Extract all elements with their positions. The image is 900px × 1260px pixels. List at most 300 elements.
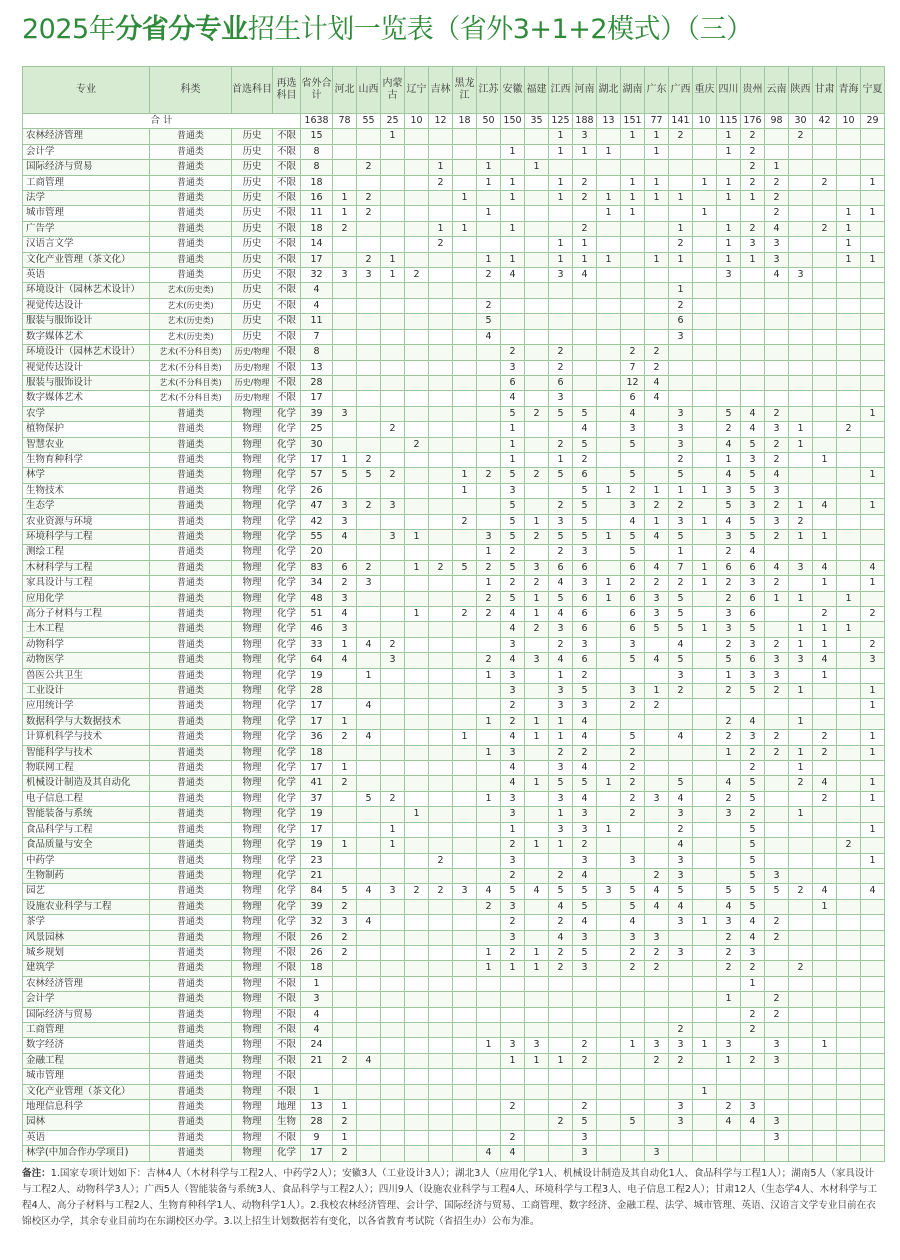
quota-cell: 42 <box>301 514 333 529</box>
quota-cell <box>597 422 621 437</box>
quota-cell <box>837 699 861 714</box>
quota-cell: 1 <box>333 452 357 467</box>
quota-cell <box>813 1130 837 1145</box>
quota-cell <box>645 776 669 791</box>
quota-cell <box>693 684 717 699</box>
quota-cell <box>381 668 405 683</box>
quota-cell <box>525 899 549 914</box>
quota-cell: 1 <box>669 545 693 560</box>
quota-cell <box>861 452 885 467</box>
quota-cell <box>477 853 501 868</box>
quota-cell <box>645 761 669 776</box>
quota-cell: 83 <box>301 560 333 575</box>
quota-cell <box>837 853 861 868</box>
quota-cell: 4 <box>357 637 381 652</box>
quota-cell <box>405 422 429 437</box>
quota-cell <box>789 915 813 930</box>
quota-cell <box>429 576 453 591</box>
table-row <box>23 268 885 283</box>
quota-cell: 2 <box>669 822 693 837</box>
quota-cell <box>789 868 813 883</box>
first-subject: 历史 <box>232 191 273 206</box>
quota-cell: 3 <box>381 499 405 514</box>
quota-cell <box>525 221 549 236</box>
quota-cell <box>789 345 813 360</box>
quota-cell <box>693 591 717 606</box>
quota-cell <box>381 1069 405 1084</box>
column-header: 吉林 <box>429 67 453 114</box>
quota-cell: 4 <box>573 868 597 883</box>
quota-cell <box>861 298 885 313</box>
quota-cell: 1 <box>717 191 741 206</box>
quota-cell <box>837 730 861 745</box>
quota-cell: 2 <box>357 560 381 575</box>
first-subject: 历史 <box>232 283 273 298</box>
quota-cell <box>621 237 645 252</box>
category: 普通类 <box>150 1007 232 1022</box>
quota-cell <box>357 391 381 406</box>
quota-cell: 1 <box>837 206 861 221</box>
first-subject: 物理 <box>232 868 273 883</box>
quota-cell <box>597 375 621 390</box>
quota-cell <box>525 992 549 1007</box>
quota-cell: 1 <box>477 668 501 683</box>
quota-cell <box>525 1084 549 1099</box>
quota-cell <box>789 822 813 837</box>
quota-cell <box>837 930 861 945</box>
quota-cell: 4 <box>501 1146 525 1161</box>
quota-cell: 1 <box>789 745 813 760</box>
quota-cell: 5 <box>621 899 645 914</box>
first-subject: 历史 <box>232 221 273 236</box>
quota-cell: 2 <box>573 1100 597 1115</box>
quota-cell: 2 <box>477 468 501 483</box>
quota-cell: 1 <box>525 714 549 729</box>
quota-cell <box>525 868 549 883</box>
quota-cell <box>405 930 429 945</box>
quota-cell <box>405 945 429 960</box>
quota-cell <box>645 1084 669 1099</box>
first-subject: 物理 <box>232 976 273 991</box>
quota-cell: 1 <box>357 668 381 683</box>
quota-cell <box>429 375 453 390</box>
quota-cell <box>549 853 573 868</box>
quota-cell: 5 <box>549 591 573 606</box>
quota-cell: 2 <box>333 930 357 945</box>
column-header: 内蒙古 <box>381 67 405 114</box>
quota-cell: 4 <box>765 560 789 575</box>
quota-cell: 2 <box>573 668 597 683</box>
first-subject: 物理 <box>232 468 273 483</box>
quota-cell <box>333 391 357 406</box>
quota-cell: 17 <box>301 822 333 837</box>
quota-cell <box>837 391 861 406</box>
quota-cell <box>813 1100 837 1115</box>
column-header: 陕西 <box>789 67 813 114</box>
quota-cell <box>405 576 429 591</box>
quota-cell <box>357 221 381 236</box>
second-subject: 不限 <box>273 191 301 206</box>
quota-cell <box>405 684 429 699</box>
major-name: 城市管理 <box>23 206 150 221</box>
quota-cell <box>525 391 549 406</box>
quota-cell: 1 <box>501 191 525 206</box>
quota-cell: 2 <box>381 468 405 483</box>
second-subject: 化学 <box>273 591 301 606</box>
quota-cell: 1 <box>549 237 573 252</box>
quota-cell <box>405 298 429 313</box>
quota-cell: 1 <box>597 483 621 498</box>
quota-cell <box>477 637 501 652</box>
quota-cell <box>765 144 789 159</box>
quota-cell <box>357 1022 381 1037</box>
quota-cell: 1 <box>693 1084 717 1099</box>
quota-cell <box>405 237 429 252</box>
quota-cell <box>765 714 789 729</box>
major-name: 家具设计与工程 <box>23 576 150 591</box>
quota-cell: 1 <box>525 945 549 960</box>
quota-cell: 4 <box>477 884 501 899</box>
quota-cell <box>837 822 861 837</box>
quota-cell <box>693 992 717 1007</box>
quota-cell <box>333 422 357 437</box>
quota-cell: 4 <box>741 930 765 945</box>
quota-cell <box>861 945 885 960</box>
category: 普通类 <box>150 653 232 668</box>
quota-cell: 4 <box>357 699 381 714</box>
quota-cell: 3 <box>381 653 405 668</box>
quota-cell <box>837 191 861 206</box>
table-row <box>23 452 885 467</box>
quota-cell: 64 <box>301 653 333 668</box>
major-name: 广告学 <box>23 221 150 236</box>
quota-cell: 2 <box>501 945 525 960</box>
quota-cell: 1 <box>813 576 837 591</box>
quota-cell: 3 <box>501 1038 525 1053</box>
quota-cell: 3 <box>621 422 645 437</box>
quota-cell <box>429 807 453 822</box>
category: 普通类 <box>150 191 232 206</box>
quota-cell: 2 <box>645 499 669 514</box>
first-subject: 物理 <box>232 499 273 514</box>
quota-cell <box>405 1115 429 1130</box>
quota-cell: 5 <box>501 560 525 575</box>
quota-cell <box>429 961 453 976</box>
category: 普通类 <box>150 976 232 991</box>
quota-cell <box>333 252 357 267</box>
quota-cell: 1 <box>717 237 741 252</box>
first-subject: 物理 <box>232 699 273 714</box>
quota-cell: 2 <box>717 637 741 652</box>
major-name: 茶学 <box>23 915 150 930</box>
quota-cell <box>453 314 477 329</box>
quota-cell: 1 <box>549 452 573 467</box>
quota-cell <box>693 653 717 668</box>
quota-cell <box>333 283 357 298</box>
quota-cell <box>573 298 597 313</box>
quota-cell <box>693 838 717 853</box>
quota-cell <box>789 375 813 390</box>
quota-cell: 1 <box>405 529 429 544</box>
quota-cell <box>861 668 885 683</box>
quota-cell: 2 <box>813 607 837 622</box>
table-row <box>23 144 885 159</box>
quota-cell <box>597 1130 621 1145</box>
quota-cell: 6 <box>741 607 765 622</box>
second-subject: 化学 <box>273 745 301 760</box>
quota-cell <box>765 622 789 637</box>
total-cell: 29 <box>861 114 885 129</box>
quota-cell: 3 <box>501 807 525 822</box>
quota-cell <box>645 1115 669 1130</box>
quota-cell <box>453 961 477 976</box>
quota-cell: 2 <box>333 221 357 236</box>
quota-cell <box>837 129 861 144</box>
first-subject: 物理 <box>232 822 273 837</box>
quota-cell <box>429 699 453 714</box>
quota-cell: 1 <box>525 730 549 745</box>
quota-cell: 6 <box>741 560 765 575</box>
quota-cell <box>789 406 813 421</box>
column-header: 宁夏 <box>861 67 885 114</box>
quota-cell: 5 <box>741 899 765 914</box>
quota-cell: 2 <box>429 560 453 575</box>
page-title <box>22 8 753 52</box>
quota-cell <box>501 237 525 252</box>
quota-cell <box>813 545 837 560</box>
first-subject: 物理 <box>232 899 273 914</box>
quota-cell <box>429 499 453 514</box>
table-row <box>23 622 885 637</box>
quota-cell: 55 <box>301 529 333 544</box>
quota-cell <box>669 360 693 375</box>
quota-cell <box>477 915 501 930</box>
category: 普通类 <box>150 422 232 437</box>
table-row <box>23 776 885 791</box>
quota-cell <box>837 560 861 575</box>
quota-cell <box>693 884 717 899</box>
first-subject: 历史 <box>232 129 273 144</box>
quota-cell: 2 <box>549 945 573 960</box>
first-subject: 物理 <box>232 1053 273 1068</box>
quota-cell: 6 <box>717 560 741 575</box>
quota-cell <box>741 1130 765 1145</box>
quota-cell <box>333 684 357 699</box>
table-body <box>23 114 885 1162</box>
quota-cell <box>333 868 357 883</box>
quota-cell <box>813 1084 837 1099</box>
quota-cell <box>837 761 861 776</box>
quota-cell <box>837 175 861 190</box>
quota-cell <box>813 868 837 883</box>
quota-cell <box>357 591 381 606</box>
quota-cell <box>477 437 501 452</box>
table-row <box>23 391 885 406</box>
quota-cell: 4 <box>573 730 597 745</box>
quota-cell <box>621 1146 645 1161</box>
quota-cell: 3 <box>549 514 573 529</box>
first-subject: 物理 <box>232 591 273 606</box>
quota-cell <box>861 591 885 606</box>
total-cell: 115 <box>717 114 741 129</box>
quota-cell <box>789 730 813 745</box>
quota-cell: 4 <box>549 653 573 668</box>
major-name: 高分子材料与工程 <box>23 607 150 622</box>
quota-cell <box>405 822 429 837</box>
quota-cell: 2 <box>765 684 789 699</box>
quota-cell: 6 <box>669 314 693 329</box>
quota-cell <box>381 1038 405 1053</box>
quota-cell <box>477 1069 501 1084</box>
quota-cell <box>693 545 717 560</box>
second-subject: 不限 <box>273 298 301 313</box>
quota-cell: 2 <box>765 915 789 930</box>
quota-cell <box>381 514 405 529</box>
quota-cell <box>477 129 501 144</box>
quota-cell <box>453 761 477 776</box>
quota-cell <box>477 1130 501 1145</box>
quota-cell: 1 <box>597 252 621 267</box>
quota-cell <box>405 791 429 806</box>
quota-cell <box>669 714 693 729</box>
quota-cell <box>669 1069 693 1084</box>
quota-cell <box>741 206 765 221</box>
quota-cell <box>717 360 741 375</box>
quota-cell <box>381 622 405 637</box>
quota-cell <box>597 406 621 421</box>
quota-cell: 4 <box>645 529 669 544</box>
total-cell: 55 <box>357 114 381 129</box>
table-row <box>23 807 885 822</box>
quota-cell <box>765 545 789 560</box>
quota-cell: 1 <box>453 191 477 206</box>
quota-cell: 1 <box>525 514 549 529</box>
quota-cell: 3 <box>669 1115 693 1130</box>
quota-cell <box>429 1115 453 1130</box>
quota-cell: 5 <box>549 884 573 899</box>
quota-cell <box>597 868 621 883</box>
quota-cell: 2 <box>357 191 381 206</box>
category: 普通类 <box>150 206 232 221</box>
quota-cell: 4 <box>573 268 597 283</box>
quota-cell: 2 <box>357 452 381 467</box>
second-subject: 不限 <box>273 1053 301 1068</box>
quota-cell <box>453 1053 477 1068</box>
second-subject: 不限 <box>273 1069 301 1084</box>
quota-cell: 2 <box>477 653 501 668</box>
quota-cell <box>405 329 429 344</box>
first-subject: 物理 <box>232 1146 273 1161</box>
quota-cell: 2 <box>717 545 741 560</box>
quota-cell: 5 <box>501 406 525 421</box>
quota-cell <box>573 206 597 221</box>
quota-cell: 3 <box>621 499 645 514</box>
table-row <box>23 422 885 437</box>
quota-cell: 2 <box>765 452 789 467</box>
quota-cell: 2 <box>549 745 573 760</box>
quota-cell <box>381 191 405 206</box>
category: 艺术(不分科目类) <box>150 345 232 360</box>
quota-cell: 4 <box>645 391 669 406</box>
quota-cell <box>429 899 453 914</box>
quota-cell: 2 <box>525 529 549 544</box>
quota-cell <box>549 298 573 313</box>
quota-cell: 2 <box>501 699 525 714</box>
quota-cell <box>405 252 429 267</box>
quota-cell <box>597 992 621 1007</box>
quota-cell: 5 <box>669 468 693 483</box>
quota-cell <box>837 283 861 298</box>
quota-cell <box>813 391 837 406</box>
quota-cell <box>693 237 717 252</box>
second-subject: 不限 <box>273 129 301 144</box>
quota-cell: 5 <box>669 622 693 637</box>
quota-cell <box>525 175 549 190</box>
quota-cell: 4 <box>573 915 597 930</box>
major-name: 园艺 <box>23 884 150 899</box>
quota-cell <box>381 175 405 190</box>
quota-cell: 1 <box>549 730 573 745</box>
quota-cell: 1 <box>717 1053 741 1068</box>
quota-cell <box>405 915 429 930</box>
quota-cell: 3 <box>669 437 693 452</box>
quota-cell: 2 <box>741 221 765 236</box>
quota-cell <box>525 283 549 298</box>
second-subject: 不限 <box>273 283 301 298</box>
quota-cell: 3 <box>789 560 813 575</box>
quota-cell <box>453 268 477 283</box>
quota-cell: 2 <box>765 529 789 544</box>
second-subject: 化学 <box>273 622 301 637</box>
quota-cell <box>597 499 621 514</box>
quota-cell: 2 <box>717 591 741 606</box>
major-name: 生态学 <box>23 499 150 514</box>
quota-cell <box>765 853 789 868</box>
quota-cell: 2 <box>501 915 525 930</box>
quota-cell: 1 <box>837 237 861 252</box>
quota-cell <box>861 899 885 914</box>
quota-cell: 26 <box>301 945 333 960</box>
quota-cell <box>789 1022 813 1037</box>
quota-cell: 1 <box>405 807 429 822</box>
quota-cell <box>549 992 573 1007</box>
quota-cell <box>693 221 717 236</box>
quota-cell: 2 <box>645 961 669 976</box>
first-subject: 物理 <box>232 406 273 421</box>
quota-cell: 6 <box>501 375 525 390</box>
quota-cell <box>477 868 501 883</box>
table-row <box>23 1115 885 1130</box>
quota-cell <box>861 237 885 252</box>
quota-cell <box>501 329 525 344</box>
quota-cell: 4 <box>741 422 765 437</box>
quota-cell: 3 <box>573 545 597 560</box>
quota-cell: 1 <box>765 160 789 175</box>
quota-cell <box>333 545 357 560</box>
quota-cell <box>621 329 645 344</box>
quota-cell <box>861 1084 885 1099</box>
quota-cell <box>693 375 717 390</box>
quota-cell <box>741 391 765 406</box>
quota-cell: 1 <box>669 283 693 298</box>
enrollment-table <box>22 66 885 1162</box>
quota-cell: 14 <box>301 237 333 252</box>
quota-cell: 3 <box>645 930 669 945</box>
quota-cell: 2 <box>573 745 597 760</box>
quota-cell: 1 <box>813 637 837 652</box>
quota-cell: 1 <box>813 622 837 637</box>
quota-cell: 3 <box>717 607 741 622</box>
